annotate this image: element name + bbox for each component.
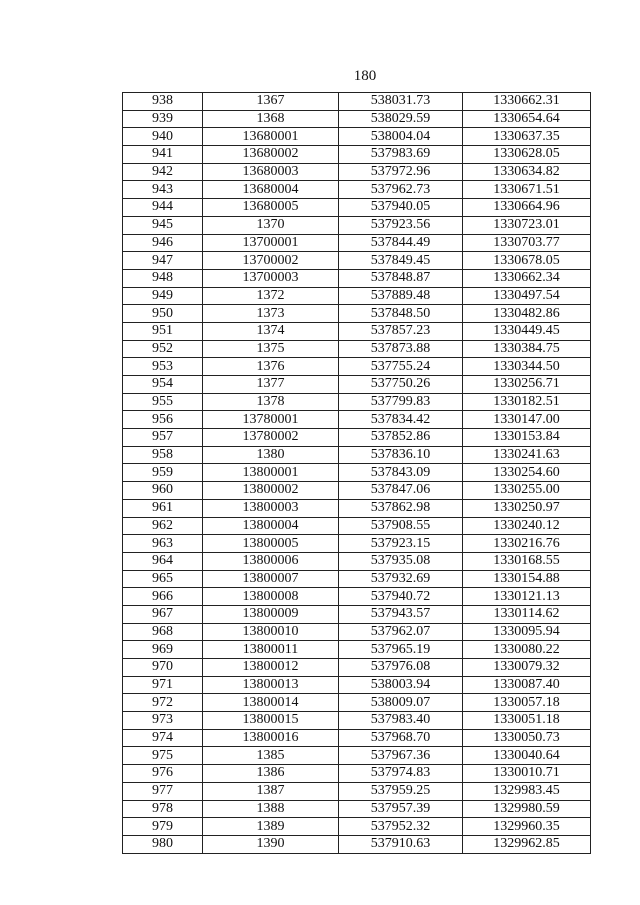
point-id-cell: 1370 — [203, 216, 339, 234]
row-index-cell: 945 — [123, 216, 203, 234]
row-index-cell: 964 — [123, 552, 203, 570]
x-coordinate-cell: 537908.55 — [339, 517, 463, 535]
point-id-cell: 13800013 — [203, 676, 339, 694]
table-row — [123, 712, 591, 730]
table-row — [123, 676, 591, 694]
table-row — [123, 128, 591, 146]
x-coordinate-cell: 538003.94 — [339, 676, 463, 694]
x-coordinate-cell: 537849.45 — [339, 252, 463, 270]
table-row — [123, 429, 591, 447]
y-coordinate-cell: 1330250.97 — [463, 499, 591, 517]
y-coordinate-cell: 1330634.82 — [463, 163, 591, 181]
row-index-cell: 946 — [123, 234, 203, 252]
point-id-cell: 13800016 — [203, 729, 339, 747]
table-row — [123, 376, 591, 394]
row-index-cell: 969 — [123, 641, 203, 659]
table-row — [123, 552, 591, 570]
y-coordinate-cell: 1330256.71 — [463, 376, 591, 394]
x-coordinate-cell: 537755.24 — [339, 358, 463, 376]
y-coordinate-cell: 1329962.85 — [463, 835, 591, 853]
table-row — [123, 517, 591, 535]
point-id-cell: 13680003 — [203, 163, 339, 181]
y-coordinate-cell: 1330637.35 — [463, 128, 591, 146]
point-id-cell: 13800004 — [203, 517, 339, 535]
row-index-cell: 951 — [123, 322, 203, 340]
x-coordinate-cell: 537857.23 — [339, 322, 463, 340]
x-coordinate-cell: 537943.57 — [339, 605, 463, 623]
y-coordinate-cell: 1330010.71 — [463, 765, 591, 783]
table-row — [123, 234, 591, 252]
page-number: 180 — [353, 68, 377, 84]
y-coordinate-cell: 1330121.13 — [463, 588, 591, 606]
x-coordinate-cell: 537967.36 — [339, 747, 463, 765]
x-coordinate-cell: 537848.50 — [339, 305, 463, 323]
row-index-cell: 938 — [123, 93, 203, 111]
row-index-cell: 940 — [123, 128, 203, 146]
y-coordinate-cell: 1330662.34 — [463, 269, 591, 287]
table-row — [123, 393, 591, 411]
y-coordinate-cell: 1330153.84 — [463, 429, 591, 447]
row-index-cell: 970 — [123, 659, 203, 677]
x-coordinate-cell: 537799.83 — [339, 393, 463, 411]
table-row — [123, 252, 591, 270]
table-row — [123, 411, 591, 429]
x-coordinate-cell: 537962.73 — [339, 181, 463, 199]
point-id-cell: 1390 — [203, 835, 339, 853]
point-id-cell: 13800010 — [203, 623, 339, 641]
y-coordinate-cell: 1330384.75 — [463, 340, 591, 358]
x-coordinate-cell: 537836.10 — [339, 446, 463, 464]
x-coordinate-cell: 537965.19 — [339, 641, 463, 659]
coordinates-table-body — [123, 93, 591, 854]
table-row — [123, 729, 591, 747]
row-index-cell: 956 — [123, 411, 203, 429]
x-coordinate-cell: 537974.83 — [339, 765, 463, 783]
row-index-cell: 948 — [123, 269, 203, 287]
table-row — [123, 588, 591, 606]
point-id-cell: 13800009 — [203, 605, 339, 623]
point-id-cell: 1375 — [203, 340, 339, 358]
table-row — [123, 747, 591, 765]
table-row — [123, 340, 591, 358]
point-id-cell: 13800003 — [203, 499, 339, 517]
row-index-cell: 977 — [123, 782, 203, 800]
table-row — [123, 446, 591, 464]
point-id-cell: 13800014 — [203, 694, 339, 712]
x-coordinate-cell: 537923.56 — [339, 216, 463, 234]
x-coordinate-cell: 537940.05 — [339, 199, 463, 217]
row-index-cell: 947 — [123, 252, 203, 270]
point-id-cell: 13780001 — [203, 411, 339, 429]
point-id-cell: 13800012 — [203, 659, 339, 677]
point-id-cell: 13700003 — [203, 269, 339, 287]
x-coordinate-cell: 537976.08 — [339, 659, 463, 677]
table-row — [123, 765, 591, 783]
table-row — [123, 641, 591, 659]
point-id-cell: 1378 — [203, 393, 339, 411]
y-coordinate-cell: 1330664.96 — [463, 199, 591, 217]
x-coordinate-cell: 537843.09 — [339, 464, 463, 482]
point-id-cell: 1376 — [203, 358, 339, 376]
table-row — [123, 181, 591, 199]
y-coordinate-cell: 1329983.45 — [463, 782, 591, 800]
y-coordinate-cell: 1329960.35 — [463, 818, 591, 836]
row-index-cell: 957 — [123, 429, 203, 447]
point-id-cell: 1386 — [203, 765, 339, 783]
x-coordinate-cell: 537847.06 — [339, 482, 463, 500]
y-coordinate-cell: 1330449.45 — [463, 322, 591, 340]
row-index-cell: 943 — [123, 181, 203, 199]
y-coordinate-cell: 1330662.31 — [463, 93, 591, 111]
row-index-cell: 954 — [123, 376, 203, 394]
table-row — [123, 694, 591, 712]
point-id-cell: 1387 — [203, 782, 339, 800]
point-id-cell: 1367 — [203, 93, 339, 111]
y-coordinate-cell: 1330079.32 — [463, 659, 591, 677]
row-index-cell: 980 — [123, 835, 203, 853]
table-row — [123, 358, 591, 376]
row-index-cell: 941 — [123, 146, 203, 164]
y-coordinate-cell: 1329980.59 — [463, 800, 591, 818]
y-coordinate-cell: 1330671.51 — [463, 181, 591, 199]
y-coordinate-cell: 1330344.50 — [463, 358, 591, 376]
row-index-cell: 949 — [123, 287, 203, 305]
table-row — [123, 464, 591, 482]
point-id-cell: 13680002 — [203, 146, 339, 164]
table-row — [123, 93, 591, 111]
row-index-cell: 965 — [123, 570, 203, 588]
point-id-cell: 13700001 — [203, 234, 339, 252]
table-row — [123, 659, 591, 677]
x-coordinate-cell: 537972.96 — [339, 163, 463, 181]
table-row — [123, 216, 591, 234]
point-id-cell: 13680001 — [203, 128, 339, 146]
y-coordinate-cell: 1330050.73 — [463, 729, 591, 747]
point-id-cell: 13800006 — [203, 552, 339, 570]
y-coordinate-cell: 1330628.05 — [463, 146, 591, 164]
point-id-cell: 1388 — [203, 800, 339, 818]
point-id-cell: 1372 — [203, 287, 339, 305]
row-index-cell: 963 — [123, 535, 203, 553]
x-coordinate-cell: 537750.26 — [339, 376, 463, 394]
y-coordinate-cell: 1330654.64 — [463, 110, 591, 128]
row-index-cell: 967 — [123, 605, 203, 623]
x-coordinate-cell: 537923.15 — [339, 535, 463, 553]
row-index-cell: 958 — [123, 446, 203, 464]
y-coordinate-cell: 1330087.40 — [463, 676, 591, 694]
row-index-cell: 955 — [123, 393, 203, 411]
point-id-cell: 1373 — [203, 305, 339, 323]
x-coordinate-cell: 537910.63 — [339, 835, 463, 853]
y-coordinate-cell: 1330095.94 — [463, 623, 591, 641]
x-coordinate-cell: 537852.86 — [339, 429, 463, 447]
y-coordinate-cell: 1330051.18 — [463, 712, 591, 730]
x-coordinate-cell: 537962.07 — [339, 623, 463, 641]
row-index-cell: 944 — [123, 199, 203, 217]
point-id-cell: 1385 — [203, 747, 339, 765]
row-index-cell: 976 — [123, 765, 203, 783]
point-id-cell: 1389 — [203, 818, 339, 836]
point-id-cell: 13800001 — [203, 464, 339, 482]
table-row — [123, 782, 591, 800]
row-index-cell: 973 — [123, 712, 203, 730]
y-coordinate-cell: 1330240.12 — [463, 517, 591, 535]
table-row — [123, 800, 591, 818]
x-coordinate-cell: 538029.59 — [339, 110, 463, 128]
y-coordinate-cell: 1330255.00 — [463, 482, 591, 500]
x-coordinate-cell: 537932.69 — [339, 570, 463, 588]
y-coordinate-cell: 1330254.60 — [463, 464, 591, 482]
table-row — [123, 163, 591, 181]
row-index-cell: 939 — [123, 110, 203, 128]
x-coordinate-cell: 538004.04 — [339, 128, 463, 146]
row-index-cell: 942 — [123, 163, 203, 181]
table-row — [123, 499, 591, 517]
table-row — [123, 605, 591, 623]
row-index-cell: 971 — [123, 676, 203, 694]
y-coordinate-cell: 1330057.18 — [463, 694, 591, 712]
x-coordinate-cell: 538031.73 — [339, 93, 463, 111]
table-row — [123, 482, 591, 500]
y-coordinate-cell: 1330147.00 — [463, 411, 591, 429]
y-coordinate-cell: 1330114.62 — [463, 605, 591, 623]
table-row — [123, 199, 591, 217]
x-coordinate-cell: 537952.32 — [339, 818, 463, 836]
table-row — [123, 269, 591, 287]
y-coordinate-cell: 1330168.55 — [463, 552, 591, 570]
x-coordinate-cell: 537889.48 — [339, 287, 463, 305]
y-coordinate-cell: 1330216.76 — [463, 535, 591, 553]
y-coordinate-cell: 1330497.54 — [463, 287, 591, 305]
x-coordinate-cell: 537873.88 — [339, 340, 463, 358]
y-coordinate-cell: 1330154.88 — [463, 570, 591, 588]
row-index-cell: 974 — [123, 729, 203, 747]
table-row — [123, 535, 591, 553]
row-index-cell: 968 — [123, 623, 203, 641]
row-index-cell: 959 — [123, 464, 203, 482]
y-coordinate-cell: 1330080.22 — [463, 641, 591, 659]
point-id-cell: 13780002 — [203, 429, 339, 447]
point-id-cell: 13800007 — [203, 570, 339, 588]
table-row — [123, 623, 591, 641]
point-id-cell: 13800008 — [203, 588, 339, 606]
table-row — [123, 835, 591, 853]
x-coordinate-cell: 537848.87 — [339, 269, 463, 287]
x-coordinate-cell: 537957.39 — [339, 800, 463, 818]
x-coordinate-cell: 537844.49 — [339, 234, 463, 252]
point-id-cell: 13800002 — [203, 482, 339, 500]
table-row — [123, 287, 591, 305]
y-coordinate-cell: 1330182.51 — [463, 393, 591, 411]
x-coordinate-cell: 538009.07 — [339, 694, 463, 712]
row-index-cell: 966 — [123, 588, 203, 606]
row-index-cell: 960 — [123, 482, 203, 500]
table-row — [123, 305, 591, 323]
table-row — [123, 570, 591, 588]
row-index-cell: 952 — [123, 340, 203, 358]
x-coordinate-cell: 537983.40 — [339, 712, 463, 730]
table-row — [123, 146, 591, 164]
row-index-cell: 979 — [123, 818, 203, 836]
point-id-cell: 1377 — [203, 376, 339, 394]
point-id-cell: 1368 — [203, 110, 339, 128]
table-row — [123, 322, 591, 340]
y-coordinate-cell: 1330482.86 — [463, 305, 591, 323]
point-id-cell: 13680004 — [203, 181, 339, 199]
table-row — [123, 110, 591, 128]
coordinates-table — [122, 92, 591, 854]
y-coordinate-cell: 1330040.64 — [463, 747, 591, 765]
y-coordinate-cell: 1330678.05 — [463, 252, 591, 270]
point-id-cell: 1374 — [203, 322, 339, 340]
row-index-cell: 961 — [123, 499, 203, 517]
point-id-cell: 13800005 — [203, 535, 339, 553]
row-index-cell: 978 — [123, 800, 203, 818]
row-index-cell: 953 — [123, 358, 203, 376]
row-index-cell: 962 — [123, 517, 203, 535]
y-coordinate-cell: 1330241.63 — [463, 446, 591, 464]
point-id-cell: 13680005 — [203, 199, 339, 217]
point-id-cell: 13700002 — [203, 252, 339, 270]
point-id-cell: 1380 — [203, 446, 339, 464]
x-coordinate-cell: 537935.08 — [339, 552, 463, 570]
row-index-cell: 950 — [123, 305, 203, 323]
table-row — [123, 818, 591, 836]
row-index-cell: 972 — [123, 694, 203, 712]
row-index-cell: 975 — [123, 747, 203, 765]
y-coordinate-cell: 1330703.77 — [463, 234, 591, 252]
x-coordinate-cell: 537940.72 — [339, 588, 463, 606]
y-coordinate-cell: 1330723.01 — [463, 216, 591, 234]
x-coordinate-cell: 537968.70 — [339, 729, 463, 747]
x-coordinate-cell: 537834.42 — [339, 411, 463, 429]
x-coordinate-cell: 537959.25 — [339, 782, 463, 800]
point-id-cell: 13800015 — [203, 712, 339, 730]
point-id-cell: 13800011 — [203, 641, 339, 659]
x-coordinate-cell: 537862.98 — [339, 499, 463, 517]
x-coordinate-cell: 537983.69 — [339, 146, 463, 164]
